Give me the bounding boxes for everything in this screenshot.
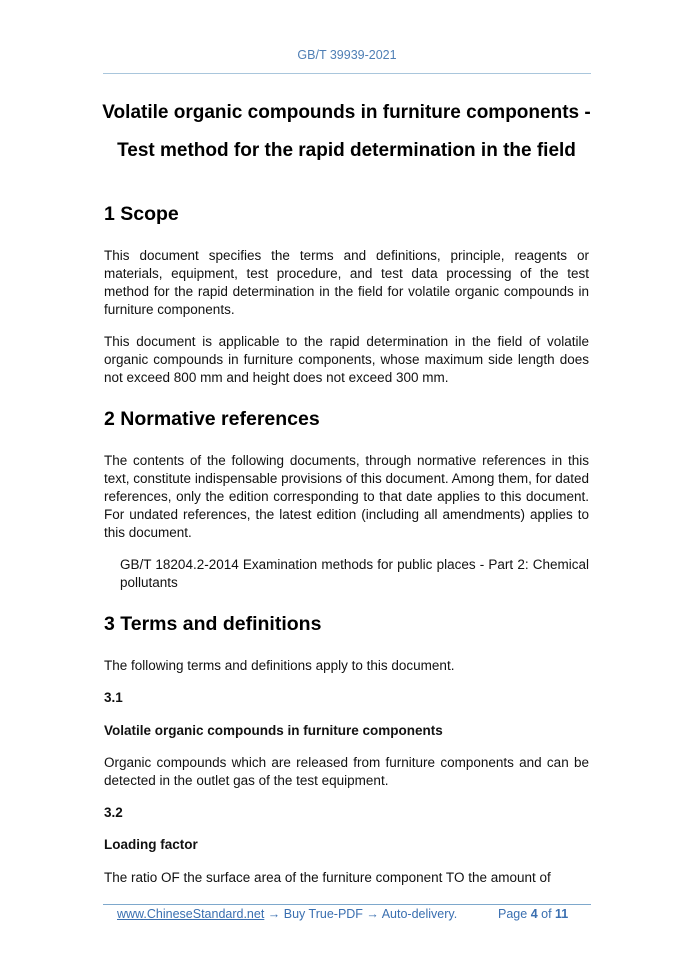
document-title-line-1: Volatile organic compounds in furniture components - bbox=[102, 102, 591, 123]
scope-paragraph-2: This document is applicable to the rapid determination in the field of volatile organic compounds in furniture components, whose maximum side length does not exceed 800 mm and height does not exceed 300 mm. bbox=[104, 334, 589, 385]
page-indicator bbox=[498, 907, 568, 921]
term-number: 3.2 bbox=[104, 805, 123, 820]
normative-paragraph: The contents of the following documents, through normative references in this text, constitute indispensable provisions of this document. Among them, for dated references, only the edition corresponding to that date applies to this document. For undated references, the latest edition (including all amendments) applies to this document. bbox=[104, 453, 589, 540]
term-definition: The ratio OF the surface area of the furniture component TO the amount of bbox=[104, 870, 551, 885]
terms-intro: The following terms and definitions apply to this document. bbox=[104, 658, 455, 673]
running-header: GB/T 39939-2021 bbox=[297, 48, 397, 62]
section-heading-terms: 3 Terms and definitions bbox=[104, 613, 322, 635]
term-number: 3.1 bbox=[104, 690, 123, 705]
header-divider bbox=[103, 73, 591, 74]
total-pages-number: 11 bbox=[555, 907, 569, 921]
page-label: Page bbox=[498, 907, 528, 921]
document-title-line-2: Test method for the rapid determination in the field bbox=[117, 140, 576, 161]
term-definition: Organic compounds which are released from furniture components and can be detected in the outlet gas of the test equipment. bbox=[104, 755, 589, 788]
footer-divider bbox=[103, 904, 591, 905]
normative-reference-item: GB/T 18204.2-2014 Examination methods for public places - Part 2: Chemical pollutants bbox=[120, 557, 589, 590]
running-footer bbox=[117, 907, 587, 921]
term-title: Loading factor bbox=[104, 837, 198, 852]
footer-promo-text: → Buy True-PDF → Auto-delivery. bbox=[264, 907, 458, 921]
of-label: of bbox=[541, 907, 552, 921]
scope-paragraph-1: This document specifies the terms and definitions, principle, reagents or materials, equipment, test procedure, and test data processing of the test method for the rapid determination in the field for volatile organic compounds in furniture components. bbox=[104, 248, 589, 317]
website-link[interactable]: www.ChineseStandard.net bbox=[117, 907, 265, 921]
term-title: Volatile organic compounds in furniture components bbox=[104, 723, 443, 738]
current-page-number: 4 bbox=[530, 907, 538, 921]
section-heading-normative-references: 2 Normative references bbox=[104, 408, 320, 430]
section-heading-scope: 1 Scope bbox=[104, 203, 179, 225]
